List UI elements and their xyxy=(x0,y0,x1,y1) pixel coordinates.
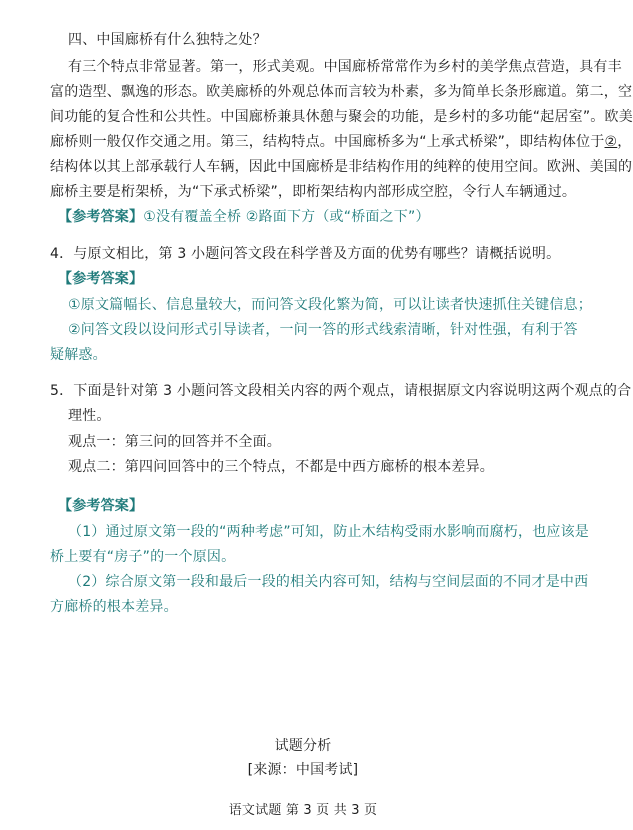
paragraph-text: 廊桥则一般仅作交通之用。第三，结构特点。中国廊桥多为“上承式桥梁”，即结构体位于 xyxy=(50,134,605,150)
paragraph-line: 间功能的复合性和公共性。中国廊桥兼具休憩与聚会的功能，是乡村的多功能“起居室”。欧美 xyxy=(50,109,633,125)
answer-tag: 【参考答案】 xyxy=(58,498,144,514)
answer-tag: 【参考答案】 xyxy=(58,271,144,287)
answer-line: （1）通过原文第一段的“两种考虑”可知，防止木结构受雨水影响而腐朽，也应该是 xyxy=(68,524,590,540)
answer-line: ②问答文段以设问形式引导读者，一问一答的形式线索清晰，针对性强，有利于答 xyxy=(68,322,578,338)
paragraph-line: 富的造型、飘逸的形态。欧美廊桥的外观总体而言较为朴素，多为简单长条形廊道。第二，空 xyxy=(50,84,633,100)
section-heading: 四、中国廊桥有什么独特之处？ xyxy=(68,32,267,48)
page-footer: 语文试题 第 3 页 共 3 页 xyxy=(228,803,378,818)
answer-line xyxy=(58,207,430,227)
answer-line: ①原文篇幅长、信息量较大，而问答文段化繁为简，可以让读者快速抓住关键信息； xyxy=(68,297,592,313)
paragraph-line: 廊桥主要是桁架桥，为“下承式桥梁”，即桁架结构内部形成空腔，令行人车辆通过。 xyxy=(50,184,577,200)
question-5-cont: 理性。 xyxy=(68,408,111,424)
question-4: 4．与原文相比，第 3 小题问答文段在科学普及方面的优势有哪些？请概括说明。 xyxy=(50,246,561,262)
viewpoint-2: 观点二：第四问回答中的三个特点，不都是中西方廊桥的根本差异。 xyxy=(68,459,494,475)
question-5: 5．下面是针对第 3 小题问答文段相关内容的两个观点，请根据原文内容说明这两个观点的合 xyxy=(50,383,632,399)
answer-line: 桥上要有“房子”的一个原因。 xyxy=(50,549,236,565)
analysis-title: 试题分析 xyxy=(274,738,332,754)
paragraph-punct: ， xyxy=(617,134,632,150)
answer-line: 疑解惑。 xyxy=(50,347,107,363)
blank-mark: ② xyxy=(604,134,618,150)
answer-line: （2）综合原文第一段和最后一段的相关内容可知，结构与空间层面的不同才是中西 xyxy=(68,574,589,590)
paragraph-line: 结构体以其上部承载行人车辆，因此中国廊桥是非结构作用的纯粹的使用空间。欧洲、美国的 xyxy=(50,159,633,175)
answer-line: 方廊桥的根本差异。 xyxy=(50,599,178,615)
source-note: [来源：中国考试] xyxy=(247,762,359,778)
answer-text: ①没有覆盖全桥 ②路面下方（或“桥面之下”） xyxy=(143,209,430,225)
paragraph-line: 有三个特点非常显著。第一，形式美观。中国廊桥常常作为乡村的美学焦点营造，具有丰 xyxy=(68,59,622,75)
answer-tag: 【参考答案】 xyxy=(58,209,144,225)
paragraph-line xyxy=(50,132,631,152)
viewpoint-1: 观点一：第三问的回答并不全面。 xyxy=(68,434,281,450)
